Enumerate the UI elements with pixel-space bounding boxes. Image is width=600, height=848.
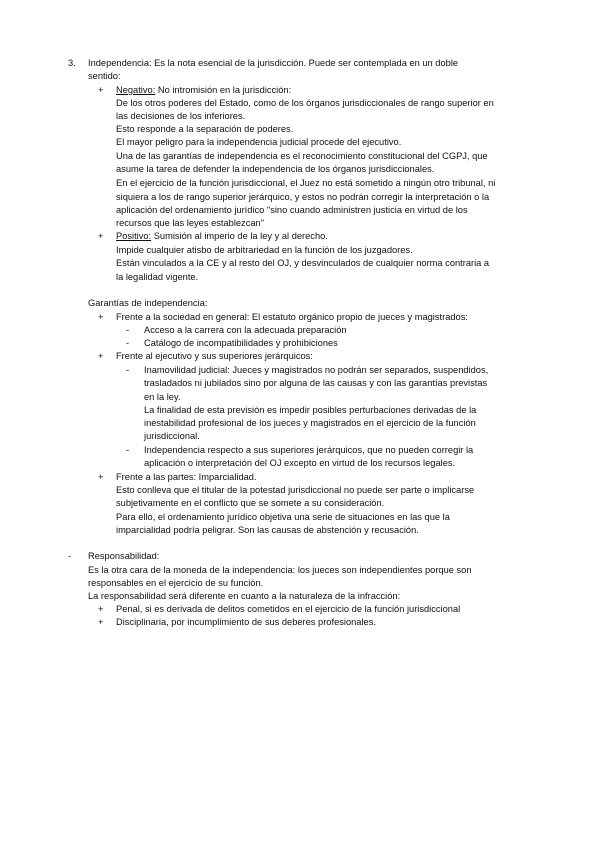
plus-bullet-icon: + — [98, 604, 104, 614]
plus-bullet-icon: + — [98, 617, 104, 627]
section-title-line: sentido: — [88, 71, 121, 81]
ejecutivo-heading: Frente al ejecutivo y sus superiores jerárquicos: — [116, 351, 313, 361]
responsabilidad-line: Es la otra cara de la moneda de la independencia: los jueces son independientes porque son — [88, 565, 472, 575]
negativo-label: Negativo: — [116, 85, 156, 95]
positivo-text: Sumisión al imperio de la ley y al derecho. — [151, 231, 328, 241]
positivo-line: la legalidad vigente. — [116, 272, 199, 282]
partes-heading: Frente a las partes: Imparcialidad. — [116, 472, 257, 482]
negativo-line: siquiera a los de rango superior jerárquico, y estos no podrán corregir la interpretación o la — [116, 192, 490, 202]
plus-bullet-icon: + — [98, 231, 104, 241]
responsabilidad-item: Disciplinaria, por incumplimiento de sus deberes profesionales. — [116, 617, 376, 627]
responsabilidad-title: Responsabilidad: — [88, 551, 160, 561]
negativo-heading — [116, 84, 291, 96]
plus-bullet-icon: + — [98, 351, 104, 361]
ejecutivo-item-line: trasladados ni jubilados sino por alguna de las causas y con las garantías previstas — [144, 378, 488, 388]
partes-line: Esto conlleva que el titular de la potestad jurisdiccional no puede ser parte o implicarse — [116, 485, 475, 495]
partes-line: imparcialidad podría peligrar. Son las causas de abstención y recusación. — [116, 525, 419, 535]
ejecutivo-item-line: Inamovilidad judicial: Jueces y magistrados no podrán ser separados, suspendidos, — [144, 365, 489, 375]
plus-bullet-icon: + — [98, 85, 104, 95]
ejecutivo-item-line: Independencia respecto a sus superiores jerárquicos, que no pueden corregir la — [144, 445, 474, 455]
ejecutivo-item-line: inestabilidad profesional de los jueces y magistrados en el ejercicio de la función — [144, 418, 476, 428]
negativo-text: No intromisión en la jurisdicción: — [155, 85, 292, 95]
sociedad-item: Catálogo de incompatibilidades y prohibiciones — [144, 338, 338, 348]
ejecutivo-item-line: La finalidad de esta previsión es impedir posibles perturbaciones derivadas de la — [144, 405, 477, 415]
partes-line: Para ello, el ordenamiento jurídico objetiva una serie de situaciones en las que la — [116, 512, 450, 522]
responsabilidad-line: La responsabilidad será diferente en cuanto a la naturaleza de la infracción: — [88, 591, 401, 601]
garantias-title: Garantías de independencia: — [88, 298, 208, 308]
responsabilidad-item: Penal, si es derivada de delitos cometidos en el ejercicio de la función jurisdiccional — [116, 604, 461, 614]
plus-bullet-icon: + — [98, 472, 104, 482]
negativo-line: Esto responde a la separación de poderes. — [116, 124, 294, 134]
dash-bullet-icon: - — [126, 338, 130, 348]
negativo-line: Una de las garantías de independencia es el reconocimiento constitucional del CGPJ, que — [116, 151, 488, 161]
sociedad-heading: Frente a la sociedad en general: El estatuto orgánico propio de jueces y magistrados: — [116, 312, 468, 322]
negativo-line: En el ejercicio de la función jurisdiccional, el Juez no está sometido a ningún otro tribunal, ni — [116, 178, 496, 188]
negativo-line: las decisiones de los inferiores. — [116, 111, 246, 121]
section-title-line: Independencia: Es la nota esencial de la jurisdicción. Puede ser contemplada en un doble — [88, 58, 459, 68]
plus-bullet-icon: + — [98, 312, 104, 322]
negativo-line: aplicación del ordenamiento jurídico "sino cuando administren justicia en virtud de los — [116, 205, 468, 215]
dash-bullet-icon: - — [68, 551, 72, 561]
partes-line: subjetivamente en el conflicto que se somete a su consideración. — [116, 498, 385, 508]
ejecutivo-item-line: jurisdiccional. — [144, 431, 200, 441]
ejecutivo-item-line: aplicación o interpretación del OJ excepto en virtud de los recursos legales. — [144, 458, 456, 468]
positivo-line: Impide cualquier atisbo de arbitrariedad en la función de los juzgadores. — [116, 245, 413, 255]
negativo-line: De los otros poderes del Estado, como de los órganos jurisdiccionales de rango superior en — [116, 98, 494, 108]
dash-bullet-icon: - — [126, 365, 130, 375]
positivo-heading — [116, 230, 328, 242]
negativo-line: recursos que las leyes establezcan" — [116, 218, 264, 228]
ejecutivo-item-line: en la ley. — [144, 392, 181, 402]
responsabilidad-line: responsables en el ejercicio de su función. — [88, 578, 264, 588]
positivo-line: Están vinculados a la CE y al resto del OJ, y desvinculados de cualquier norma contraria a — [116, 258, 490, 268]
positivo-label: Positivo: — [116, 231, 152, 241]
section-number: 3. — [68, 58, 76, 68]
sociedad-item: Acceso a la carrera con la adecuada preparación — [144, 325, 347, 335]
negativo-line: El mayor peligro para la independencia judicial procede del ejecutivo. — [116, 137, 402, 147]
dash-bullet-icon: - — [126, 325, 130, 335]
negativo-line: asume la tarea de defender la independencia de los órganos jurisdiccionales. — [116, 164, 435, 174]
dash-bullet-icon: - — [126, 445, 130, 455]
